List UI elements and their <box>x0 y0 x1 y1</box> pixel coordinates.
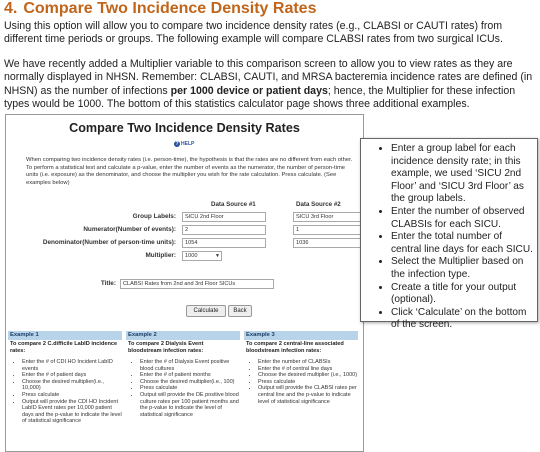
col-header-source-1: Data Source #1 <box>211 201 256 208</box>
section-title: Compare Two Incidence Density Rates <box>23 0 317 17</box>
chevron-down-icon: ▼ <box>215 253 220 259</box>
list-item: • Enter the # of central line days <box>258 366 358 373</box>
example-2-header: Example 2 <box>126 331 240 340</box>
calculate-button[interactable]: Calculate <box>186 305 226 317</box>
title-input[interactable]: CLABSI Rates from 2nd and 3rd Floor SICUs <box>120 279 274 289</box>
instructions-callout <box>360 138 538 331</box>
calculator-title: Compare Two Incidence Density Rates <box>69 121 300 135</box>
instruction-item: • Create a title for your output (optional). <box>391 282 533 307</box>
group-labels-label: Group Labels: <box>132 213 176 220</box>
instruction-item: • Enter a group label for each incidence density rate; in this example, we used ‘SICU 2nd Floor’ and ‘SICU 3rd Floor’ as the group labels. <box>391 143 533 206</box>
denominator-label: Denominator(Number of person-time units): <box>42 239 176 246</box>
section-heading <box>4 0 322 18</box>
multiplier-value: 1000 <box>185 253 198 259</box>
help-icon: ? <box>175 141 179 147</box>
example-3-list <box>244 359 358 405</box>
multiplier-label: Multiplier: <box>145 252 176 259</box>
example-2-subtitle: To compare 2 Dialysis Event bloodstream infection rates: <box>128 341 204 354</box>
list-item: • Output will provide the CLABSI rates per central line and the p-value to indicate level of statistical significance <box>258 385 358 405</box>
denominator-1-input[interactable]: 1054 <box>182 238 266 248</box>
example-1-list <box>8 359 122 425</box>
intro-paragraph: Using this option will allow you to compare two incidence density rates (e.g., CLABSI or CAUTI rates) from different time periods or groups. The following example will compare CLABSI rates from two surgical ICUs. <box>4 20 503 46</box>
help-link[interactable] <box>174 141 194 147</box>
example-3-subtitle: To compare 2 central-line associated bloodstream infection rates: <box>246 341 344 354</box>
numerator-2-input[interactable]: 1 <box>293 225 364 235</box>
instruction-item: • Select the Multiplier based on the infection type. <box>391 256 533 281</box>
example-3 <box>244 331 358 449</box>
section-number: 4. <box>4 0 18 17</box>
calculator-intro: When comparing two incidence density rates (i.e. person-time), the hypothesis is that the rates are no different from each other. To perform a statistical test and calculate a p-value, enter the number of events as the numerator, the number of person-time units (i.e. exposure) as the denominator, and choose the multiplier you wish for the rate calculation. Press calculate. (See examples below) <box>26 157 353 186</box>
numerator-1-input[interactable]: 2 <box>182 225 266 235</box>
list-item: • Press calculate <box>22 392 122 399</box>
list-item: • Choose the desired multiplier(i.e., 100) <box>140 379 240 386</box>
example-2 <box>126 331 240 449</box>
list-item: • Press calculate <box>258 379 358 386</box>
multiplier-paragraph-bold: per 1000 device or patient days <box>170 84 328 97</box>
list-item: • Output will provide the DE positive blood culture rates per 100 patient months and the p-value to indicate the level of statistical significance <box>140 392 240 418</box>
help-label: HELP <box>181 141 195 147</box>
list-item: • Press calculate <box>140 385 240 392</box>
example-3-header: Example 3 <box>244 331 358 340</box>
multiplier-paragraph <box>4 58 536 111</box>
list-item: • Output will provide the CDI HO Incident LabID Event rates per 10,000 patient days and the p-value to indicate the level of statistical significance <box>22 399 122 425</box>
example-1-header: Example 1 <box>8 331 122 340</box>
instruction-item: • Enter the number of observed CLABSIs for each SICU. <box>391 206 533 231</box>
calculator-screenshot <box>5 114 364 452</box>
back-button[interactable]: Back <box>228 305 252 317</box>
multiplier-paragraph-text: We have recently added a Multiplier variable to this comparison screen to allow you to view rates as they are normally displayed in NHSN. Remember: CLABSI, CAUTI, and MRSA bacteremia incidence rates are defined (in NHSN) as the number of infections <box>4 58 533 97</box>
numerator-label: Numerator(Number of events): <box>83 226 176 233</box>
list-item: • Choose the desired multiplier (i.e., 1000) <box>258 372 358 379</box>
col-header-source-2: Data Source #2 <box>296 201 341 208</box>
group-label-1-input[interactable]: SICU 2nd Floor <box>182 212 266 222</box>
example-1-subtitle: To compare 2 C.difficile LabID incidence rates: <box>10 341 118 354</box>
list-item: • Enter the number of CLABSIs <box>258 359 358 366</box>
title-label: Title: <box>100 280 116 287</box>
multiplier-paragraph-text-end: ; hence, the Multiplier for these infection types would be 1000. The bottom of this statistics calculator page shows three additional examples. <box>4 84 516 110</box>
multiplier-select[interactable] <box>182 251 222 261</box>
instructions-list <box>361 143 537 332</box>
list-item: • Enter the # of Dialysis Event positive blood cultures <box>140 359 240 372</box>
instruction-item: • Click ‘Calculate’ on the bottom of the screen. <box>391 307 533 332</box>
list-item: • Enter the # of patient days <box>22 372 122 379</box>
list-item: • Enter the # of patient months <box>140 372 240 379</box>
example-1 <box>8 331 122 449</box>
list-item: • Enter the # of CDI HO Incident LabID events <box>22 359 122 372</box>
instruction-item: • Enter the total number of central line days for each SICU. <box>391 231 533 256</box>
group-label-2-input[interactable]: SICU 3rd Floor <box>293 212 364 222</box>
list-item: • Choose the desired multiplier(i.e., 10,000) <box>22 379 122 392</box>
example-2-list <box>126 359 240 418</box>
denominator-2-input[interactable]: 1036 <box>293 238 364 248</box>
